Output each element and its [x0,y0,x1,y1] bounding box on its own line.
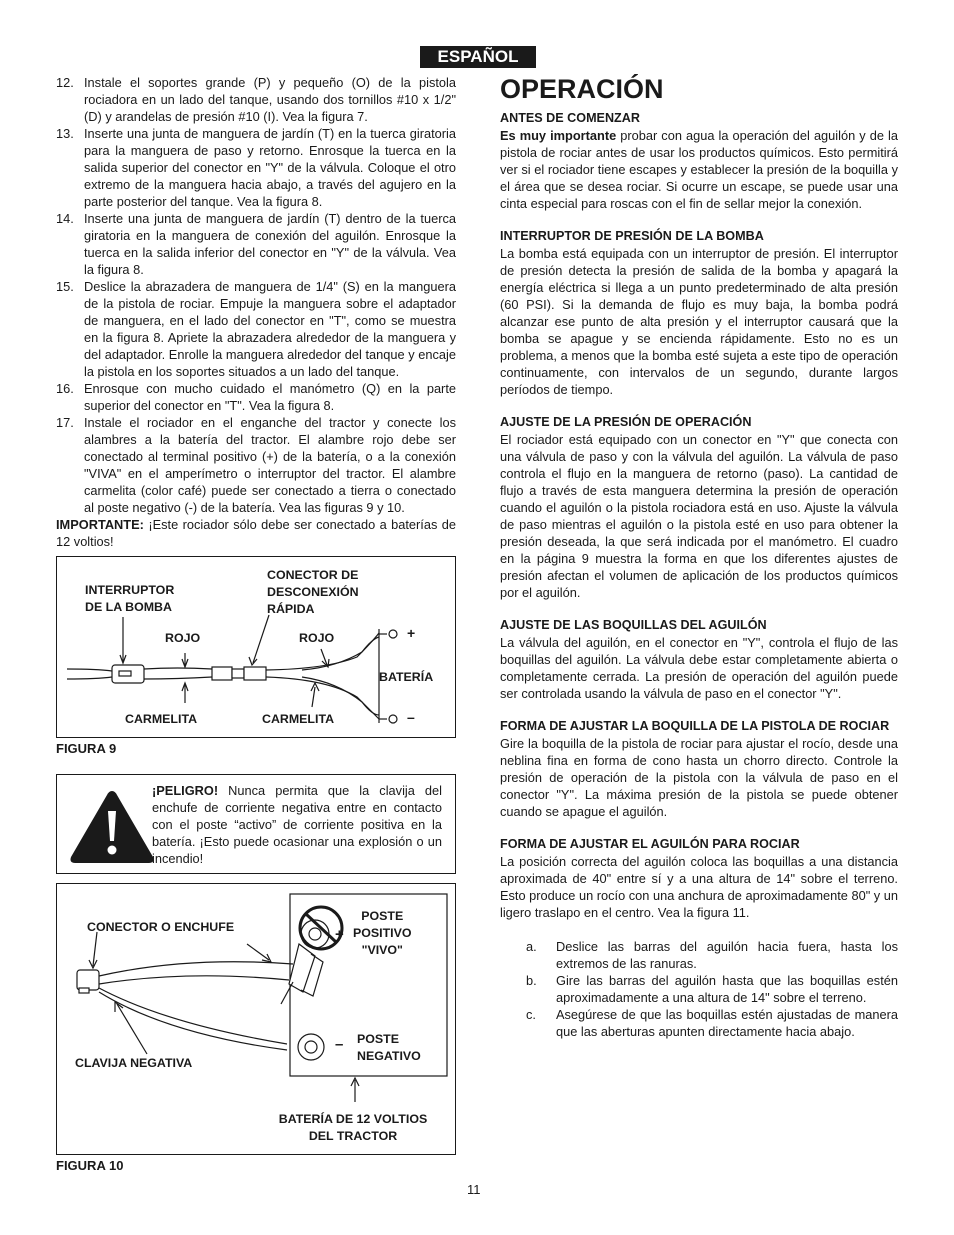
quick-connector-label: CONECTOR DE DESCONEXIÓN RÁPIDA [267,568,359,616]
language-tab: ESPAÑOL [420,46,536,68]
battery-label: BATERÍA [379,670,434,684]
negative-plug-label: CLAVIJA NEGATIVA [75,1056,193,1070]
paragraph: Es muy importante probar con agua la operación del aguilón y de la pistola de rociar antes de usar los productos químicos. Esto permitirá ver si el rociador tiene escapes y establecer la presión de la boquilla y el área que se desea rociar. Si ocurre un escape, se puede usar una cinta especial para roscas con el fin de sellar mejor la conexión. [500,128,898,211]
red-wire-label-left: ROJO [165,631,201,645]
paragraph: El rociador está equipado con un conector en "Y" que conecta con una válvula de paso y con la válvula del aguilón. La válvula de paso controla el flujo en la manguera de retorno (paso). La cantidad de flujo a través de esta manguera determina la presión de operación cuando el aguilón o la pistola rociadora está en uso. Ajuste la válvula de paso mientras el aguilón o la pistola esté en uso para obtener la presión deseada, la que será indicada por el manómetro. El cuadro en la página 9 muestra la forma en que los diferentes ajustes de presión afectan el volumen de aplicación de los productos químicos por el aguilón. [500,432,898,600]
negative-sign: – [335,1036,344,1053]
warning-triangle-icon [67,787,157,867]
pump-switch-label: INTERRUPTOR DE LA BOMBA [85,583,175,614]
figure-9-caption: FIGURA 9 [56,741,117,756]
subheading: ANTES DE COMENZAR [500,111,640,125]
section-title: OPERACIÓN [500,74,664,104]
danger-warning-text: ¡PELIGRO! Nunca permita que la clavija del enchufe de corriente negativa entre en contacto con el poste “activo” de corriente positiva en la batería. ¡Esto puede ocasionar una explosión o un incendio! [152,783,442,866]
tractor-battery-label: BATERÍA DE 12 VOLTIOS DEL TRACTOR [278,1112,428,1143]
paragraph: La posición correcta del aguilón coloca las boquillas a una distancia aproximada de 40" entre sí y a una altura de 14" sobre el terreno. Esto produce un rocío con una anchura de aproximadamente 80" y un ligero traslapo en el centro. Vea la figura 11. [500,854,898,920]
list-item: a. Deslice las barras del aguilón hacia fuera, hasta los extremos de las ranuras. [526,939,898,971]
figure-9-diagram [56,556,456,738]
subheading: FORMA DE AJUSTAR EL AGUILÓN PARA ROCIAR [500,837,800,851]
step-item: 13. Inserte una junta de manguera de jardín (T) en la tuerca giratoria para la manguera de paso y retorno. Enrosque la tuerca en la salida superior del conector en "Y" de la válvula. Coloque el otro extremo de la manguera hacia abajo, a través del agujero en la parte posterior del tanque. Vea la figura 8. [56,126,456,209]
step-item: 16. Enrosque con mucho cuidado el manómetro (Q) en la parte superior del conector en "T". Vea la figura 8. [56,381,456,413]
figure-10-diagram [56,883,456,1155]
red-wire-label-right: ROJO [299,631,335,645]
subheading: AJUSTE DE LA PRESIÓN DE OPERACIÓN [500,415,752,429]
step-item: 14. Inserte una junta de manguera de jardín (T) dentro de la tuerca giratoria en la manguera de conexión del aguilón. Enrosque la tuerca en la salida inferior del conector en "Y" de la válvula. Vea la figura 8. [56,211,456,277]
page-number: 11 [467,1182,481,1197]
brown-wire-label-right: CARMELITA [262,712,335,726]
positive-post-label: POSTE POSITIVO "VIVO" [353,909,412,957]
list-item: c. Asegúrese de que las boquillas estén ajustadas de manera que las aberturas apunten directamente hacia abajo. [526,1007,898,1039]
paragraph: La bomba está equipada con un interruptor de presión. El interruptor de presión detecta la presión de salida de la bomba y apagará la energía eléctrica si llega a un punto predeterminado de alta presión (60 PSI). Si la demanda de flujo es muy baja, la bomba podrá alcanzar ese punto de alta presión y el interruptor causará que la bomba se apague y se encienda rápidamente. Esto no es un problema, a menos que la bomba esté sujeta a este tipo de operación continuamente, con intervalos de un segundo, durante largos períodos de tiempo. [500,246,898,397]
subheading: INTERRUPTOR DE PRESIÓN DE LA BOMBA [500,229,764,243]
connector-plug-label: CONECTOR O ENCHUFE [87,920,235,934]
positive-sign: + [407,625,416,641]
list-item: b. Gire las barras del aguilón hasta que las boquillas estén aproximadamente a una altura de 14" sobre el terreno. [526,973,898,1005]
step-item: 17. Instale el rociador en el enganche del tractor y conecte los alambres a la batería del tractor. El alambre rojo debe ser conectado al terminal positivo (+) de la batería, o a la conexión "VIVA" en el amperímetro o interruptor del tractor. El alambre carmelita (color café) puede ser conectado a tierra o conectado al poste negativo (-) de la batería. Vea las figuras 9 y 10. [56,415,456,515]
negative-post-label: POSTE NEGATIVO [357,1032,421,1063]
paragraph: Gire la boquilla de la pistola de rociar para ajustar el rocío, desde una neblina fina en forma de cono hasta un chorro directo. Controle la presión de operación de la pistola con la válvula de paso en el conector "Y". La máxima presión de la pistola se puede obtener cuando se apague el aguilón. [500,736,898,819]
installation-steps [56,74,456,550]
negative-sign: – [407,709,415,725]
subheading: AJUSTE DE LAS BOQUILLAS DEL AGUILÓN [500,618,767,632]
paragraph: La válvula del aguilón, en el conector en "Y", controla el flujo de las boquillas del aguilón. La válvula debe estar completamente abierta o completamente cerrada. La presión de operación del aguilón puede ser controlada usando la válvula de paso en el conector "Y". [500,635,898,701]
step-item: 12. Instale el soportes grande (P) y pequeño (O) de la pistola rociadora en un lado del tanque, usando dos tornillos #10 x 1/2" (D) y arandelas de presión #10 (I). Vea la figura 7. [56,75,456,124]
step-item: 15. Deslice la abrazadera de manguera de 1/4" (S) en la manguera de la pistola de rociar. Empuje la manguera sobre el adaptador de manguera, en el lado del conector en "T", como se muestra en la figura 8. Apriete la abrazadera alrededor de la manguera y del adaptador. Enrolle la manguera alrededor del tanque y encaje la pistola en los soportes situados a un lado del tanque. [56,279,456,379]
important-note: IMPORTANTE: ¡Este rociador sólo debe ser conectado a baterías de 12 voltios! [56,517,456,549]
figure-10-caption: FIGURA 10 [56,1158,124,1173]
positive-sign: + [335,926,344,943]
subheading: FORMA DE AJUSTAR LA BOQUILLA DE LA PISTOLA DE ROCIAR [500,719,890,733]
operation-section [500,74,898,1040]
brown-wire-label-left: CARMELITA [125,712,198,726]
